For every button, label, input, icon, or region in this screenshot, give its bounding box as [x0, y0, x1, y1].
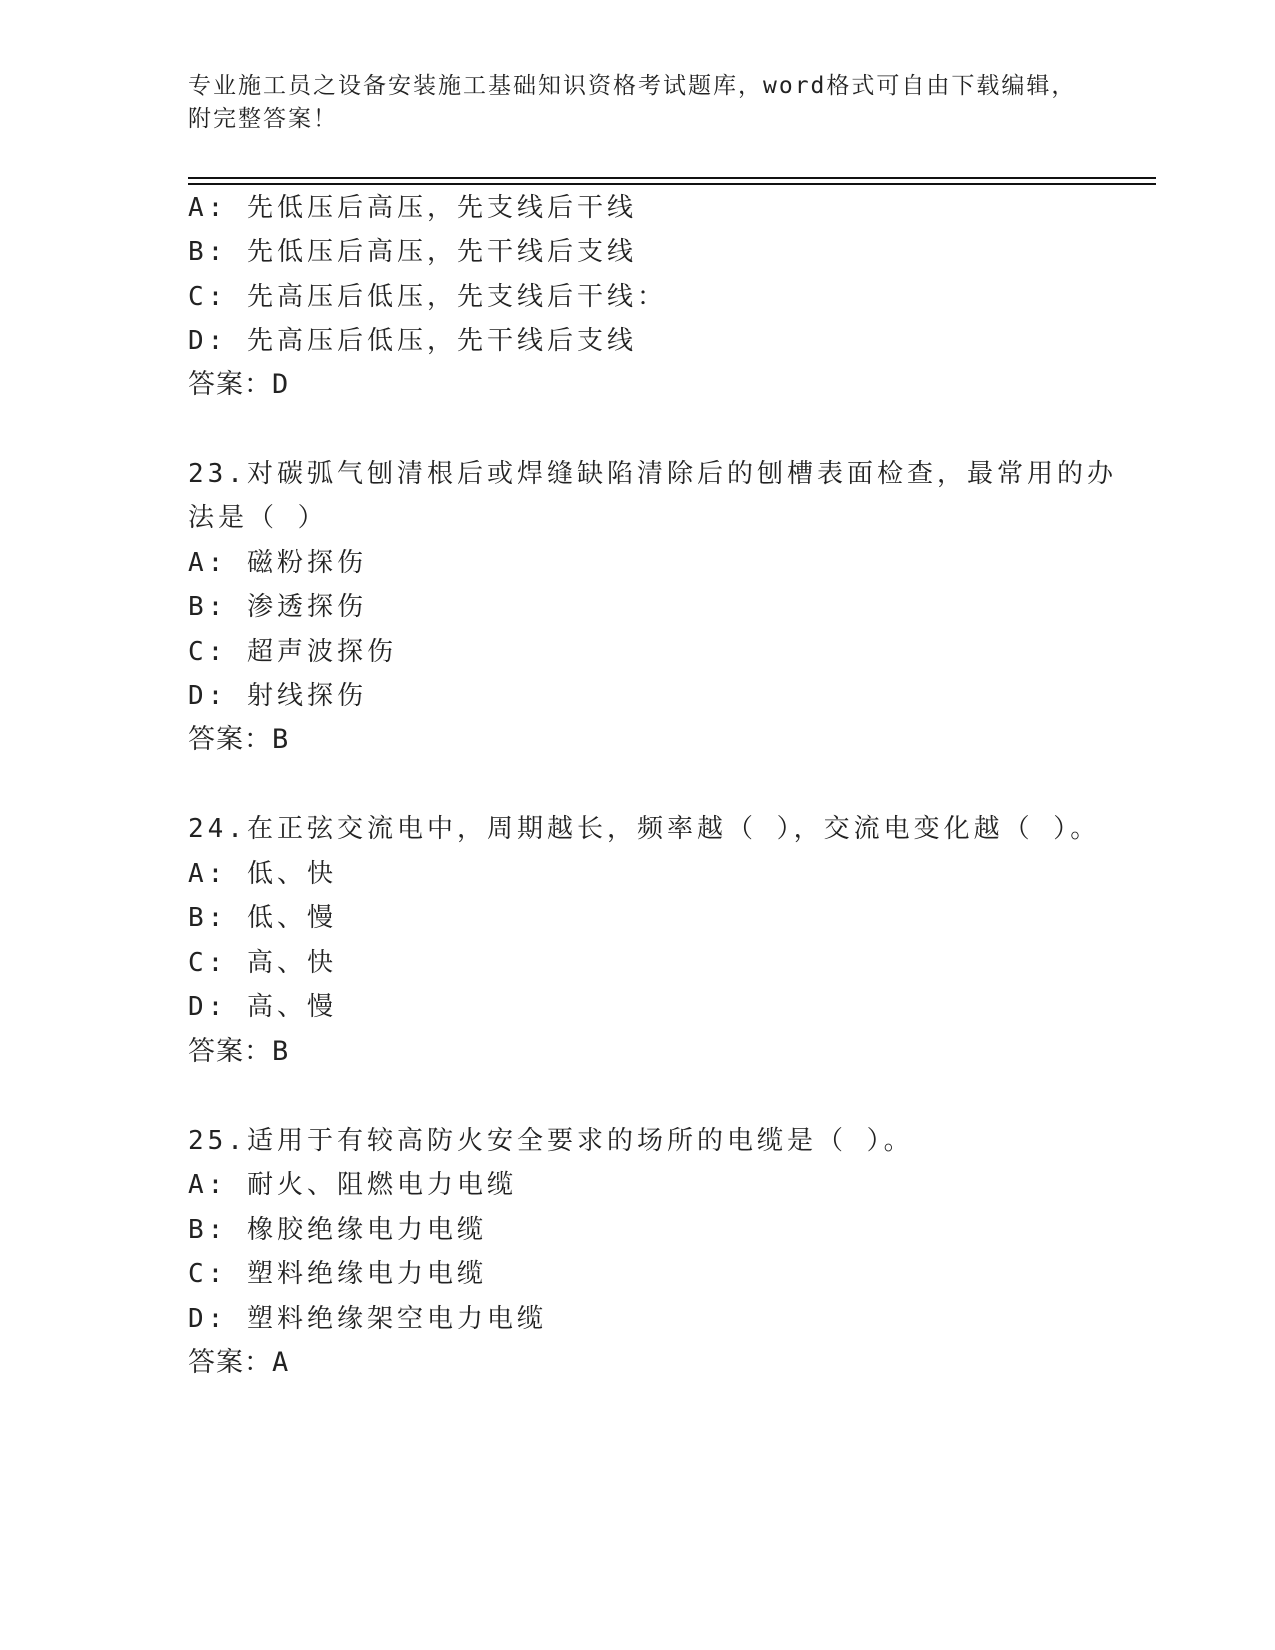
q23-answer-value: B — [272, 724, 290, 755]
q24-option-b: B: 低、慢 — [188, 903, 337, 933]
header-line-1: 专业施工员之设备安装施工基础知识资格考试题库，word格式可自由下载编辑， — [188, 73, 1077, 99]
document-header — [188, 70, 1088, 136]
header-divider-top — [188, 177, 1156, 179]
q23-option-d: D: 射线探伤 — [188, 681, 367, 711]
q25-answer — [188, 1346, 289, 1380]
q22-answer — [188, 368, 289, 402]
q25-answer-value: A — [272, 1347, 290, 1378]
q23-stem-line-2: 法是（ ） — [188, 503, 328, 533]
q24-answer — [188, 1035, 289, 1069]
q24-option-a: A: 低、快 — [188, 859, 337, 889]
q22-answer-label: 答案： — [188, 369, 272, 400]
q24-answer-value: B — [272, 1036, 290, 1067]
q24-option-c: C: 高、快 — [188, 948, 337, 978]
q25-option-d: D: 塑料绝缘架空电力电缆 — [188, 1304, 547, 1334]
q22-option-a: A: 先低压后高压，先支线后干线 — [188, 193, 637, 223]
q25-option-b: B: 橡胶绝缘电力电缆 — [188, 1215, 487, 1245]
q22-option-d: D: 先高压后低压，先干线后支线 — [188, 326, 637, 356]
q25-option-a: A: 耐火、阻燃电力电缆 — [188, 1170, 517, 1200]
q25-stem-line-1: 25.适用于有较高防火安全要求的场所的电缆是（ ）。 — [188, 1126, 914, 1156]
q22-option-c: C: 先高压后低压，先支线后干线： — [188, 282, 667, 312]
header-divider-bottom — [188, 183, 1156, 185]
q24-option-d: D: 高、慢 — [188, 992, 337, 1022]
q23-option-c: C: 超声波探伤 — [188, 637, 397, 667]
q22-answer-value: D — [272, 369, 290, 400]
q23-stem-line-1: 23.对碳弧气刨清根后或焊缝缺陷清除后的刨槽表面检查，最常用的办 — [188, 459, 1117, 489]
q24-stem-line-1: 24.在正弦交流电中，周期越长，频率越（ ），交流电变化越（ ）。 — [188, 814, 1101, 844]
q25-option-c: C: 塑料绝缘电力电缆 — [188, 1259, 487, 1289]
q22-option-b: B: 先低压后高压，先干线后支线 — [188, 237, 637, 267]
q24-answer-label: 答案： — [188, 1036, 272, 1067]
q25-answer-label: 答案： — [188, 1347, 272, 1378]
q23-option-b: B: 渗透探伤 — [188, 592, 367, 622]
q23-answer-label: 答案： — [188, 724, 272, 755]
q23-answer — [188, 723, 289, 757]
q23-option-a: A: 磁粉探伤 — [188, 548, 367, 578]
header-line-2: 附完整答案！ — [188, 106, 338, 132]
